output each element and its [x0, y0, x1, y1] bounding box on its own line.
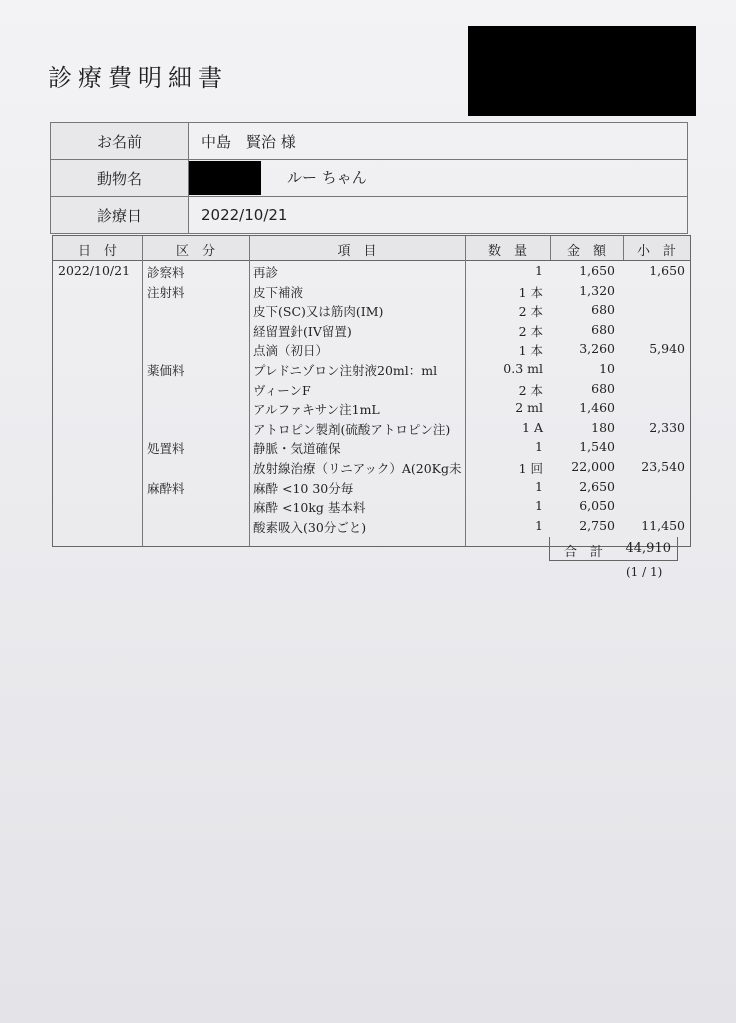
cell-qty: 1 [535, 439, 543, 455]
cell-amount: 22,000 [571, 459, 615, 474]
cell-item: ヴィーンF [253, 382, 311, 398]
cell-qty: 1 A [522, 419, 543, 435]
detail-table [52, 235, 691, 547]
header-subtotal: 小 計 [636, 244, 676, 259]
cell-item: アトロピン製剤(硫酸アトロピン注) [253, 421, 451, 437]
document-title: 診療費明細書 [48, 64, 228, 92]
detail-table-header [53, 236, 690, 261]
cell-qty: 2 本 [518, 304, 543, 320]
cell-amount: 3,260 [579, 341, 615, 357]
cell-item: 再診 [253, 265, 279, 280]
cell-amount: 6,050 [579, 498, 615, 514]
animal-name-cell [189, 160, 688, 197]
cell-item: 経留置針(IV留置) [253, 323, 352, 339]
header-date: 日 付 [77, 244, 117, 259]
cell-subtotal: 1,650 [649, 263, 685, 278]
header-category: 区 分 [175, 244, 215, 259]
cell-amount: 680 [591, 321, 615, 337]
header-item: 項 目 [337, 244, 377, 259]
cell-amount: 1,460 [579, 400, 615, 416]
visit-date-label: 診療日 [51, 197, 189, 234]
cell-amount: 1,540 [579, 439, 615, 455]
total-label: 合 計 [564, 545, 604, 560]
column-divider [249, 236, 250, 546]
cell-amount: 180 [591, 419, 615, 435]
column-divider [465, 236, 466, 546]
cell-amount: 680 [591, 380, 615, 396]
cell-item: 麻酔 <10kg 基本料 [253, 500, 366, 516]
cell-amount: 1,650 [579, 263, 615, 278]
total-value: 44,910 [625, 541, 671, 556]
cell-qty: 1 [535, 263, 543, 278]
owner-name-value: 中島 賢治 様 [189, 123, 688, 160]
cell-subtotal: 2,330 [649, 419, 685, 435]
redaction-block [189, 161, 261, 195]
header-quantity: 数 量 [487, 244, 527, 259]
cell-item: 皮下補液 [253, 284, 304, 300]
column-divider [623, 236, 624, 260]
cell-category: 薬価料 [147, 363, 185, 378]
cell-qty: 0.3 ml [503, 361, 543, 376]
header-amount: 金 額 [566, 244, 606, 259]
cell-subtotal: 23,540 [641, 459, 685, 474]
page-number: (1 / 1) [626, 565, 663, 579]
owner-name-label: お名前 [51, 123, 189, 160]
cell-date: 2022/10/21 [58, 263, 131, 278]
total-box [549, 537, 678, 561]
redaction-block [468, 26, 696, 116]
cell-amount: 1,320 [579, 282, 615, 298]
cell-qty: 2 ml [515, 400, 543, 416]
cell-qty: 1 回 [518, 461, 543, 476]
cell-qty: 1 [535, 498, 543, 514]
animal-name-value: ルー ちゃん [287, 168, 367, 187]
cell-qty: 1 本 [518, 284, 543, 300]
cell-amount: 680 [591, 302, 615, 318]
cell-qty: 2 本 [518, 382, 543, 398]
cell-item: 皮下(SC)又は筋肉(IM) [253, 304, 384, 320]
cell-amount: 2,650 [579, 478, 615, 494]
cell-qty: 1 [535, 517, 543, 533]
cell-subtotal: 5,940 [649, 341, 685, 357]
cell-qty: 2 本 [518, 323, 543, 339]
cell-amount: 10 [599, 361, 615, 376]
patient-info-table [50, 122, 688, 234]
cell-subtotal: 11,450 [641, 517, 685, 533]
cell-item: 麻酔 <10 30分毎 [253, 480, 354, 496]
column-divider [142, 236, 143, 546]
visit-date-value: 2022/10/21 [189, 197, 688, 234]
cell-item: アルファキサン注1mL [253, 402, 380, 418]
cell-category: 処置料 [147, 441, 185, 457]
cell-item: 静脈・気道確保 [253, 441, 341, 457]
cell-item: 酸素吸入(30分ごと) [253, 519, 367, 535]
cell-category: 注射料 [147, 284, 185, 300]
cell-category: 麻酔料 [147, 480, 185, 496]
cell-qty: 1 本 [518, 343, 543, 359]
cell-amount: 2,750 [579, 517, 615, 533]
cell-qty: 1 [535, 478, 543, 494]
cell-item: プレドニゾロン注射液20ml：ml [253, 363, 438, 378]
cell-item: 点滴（初日） [253, 343, 329, 359]
cell-category: 診察料 [147, 265, 185, 280]
column-divider [550, 236, 551, 260]
cell-item: 放射線治療（リニアック）A(20Kg未 [253, 461, 462, 476]
animal-name-label: 動物名 [51, 160, 189, 197]
